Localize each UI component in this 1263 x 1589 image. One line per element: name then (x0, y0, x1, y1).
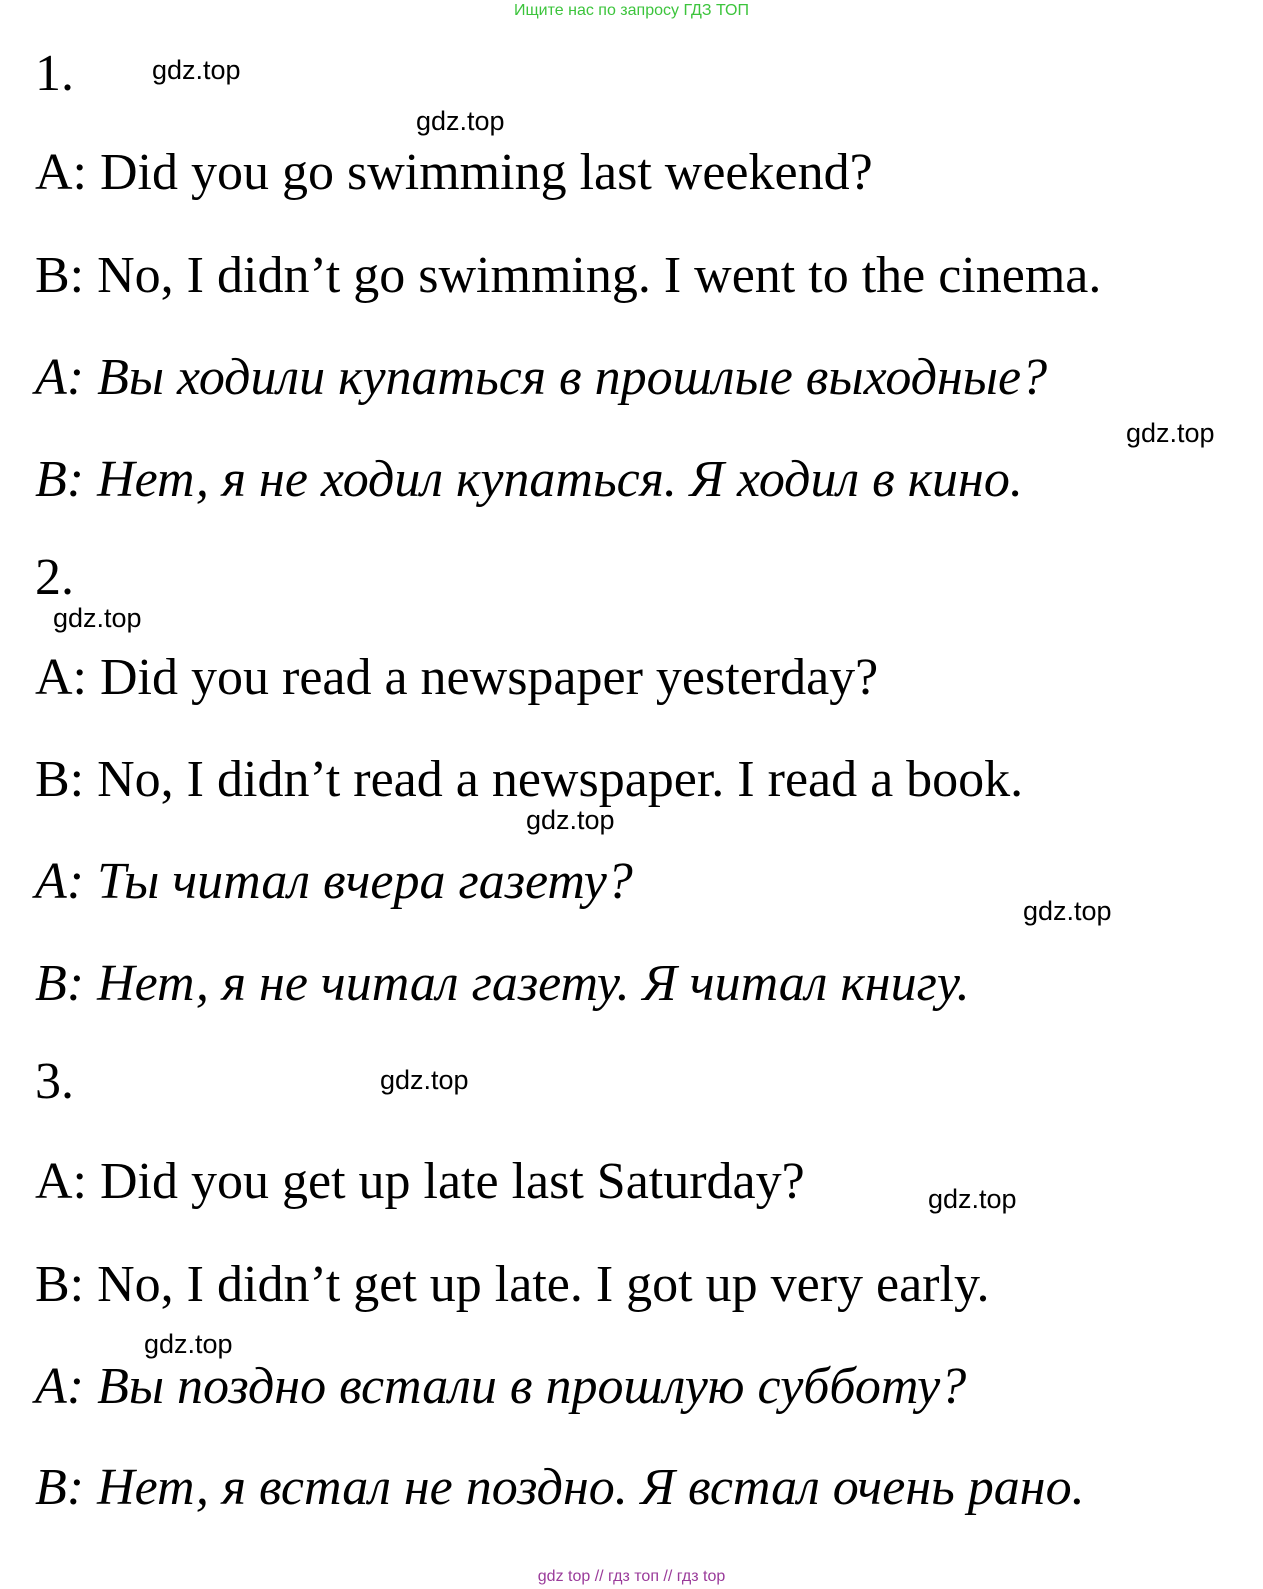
exercise-1-number: 1. (35, 45, 74, 102)
watermark-label: gdz.top (1023, 896, 1112, 926)
exercise-2-number: 2. (35, 549, 74, 606)
search-hint-banner: Ищите нас по запросу ГДЗ ТОП (514, 2, 749, 19)
watermark-label: gdz.top (928, 1184, 1017, 1214)
exercise-2-english-answer: B: No, I didn’t read a newspaper. I read a book. (35, 751, 1024, 808)
exercise-2-english-question: A: Did you read a newspaper yesterday? (35, 649, 879, 706)
exercise-3-russian-answer: B: Нет, я встал не поздно. Я встал очень рано. (35, 1459, 1085, 1516)
watermark-label: gdz.top (380, 1065, 469, 1095)
exercise-1-russian-answer: B: Нет, я не ходил купаться. Я ходил в кино. (35, 451, 1023, 508)
watermark-label: gdz.top (144, 1329, 233, 1359)
watermark-label: gdz.top (416, 106, 505, 136)
exercise-1-russian-question: A: Вы ходили купаться в прошлые выходные? (35, 349, 1048, 406)
exercise-3-russian-question: A: Вы поздно встали в прошлую субботу? (35, 1358, 967, 1415)
watermark-label: gdz.top (1126, 418, 1215, 448)
exercise-1-english-question: A: Did you go swimming last weekend? (35, 144, 873, 201)
watermark-label: gdz.top (526, 805, 615, 835)
exercise-3-number: 3. (35, 1053, 74, 1110)
footer-watermark: gdz top // гдз топ // гдз top (537, 1568, 726, 1585)
exercise-2-russian-question: A: Ты читал вчера газету? (35, 853, 633, 910)
watermark-label: gdz.top (53, 603, 142, 633)
exercise-3-english-answer: B: No, I didn’t get up late. I got up very early. (35, 1256, 990, 1313)
exercise-3-english-question: A: Did you get up late last Saturday? (35, 1153, 805, 1210)
watermark-label: gdz.top (152, 55, 241, 85)
exercise-2-russian-answer: B: Нет, я не читал газету. Я читал книгу. (35, 955, 970, 1012)
exercise-1-english-answer: B: No, I didn’t go swimming. I went to the cinema. (35, 247, 1102, 304)
